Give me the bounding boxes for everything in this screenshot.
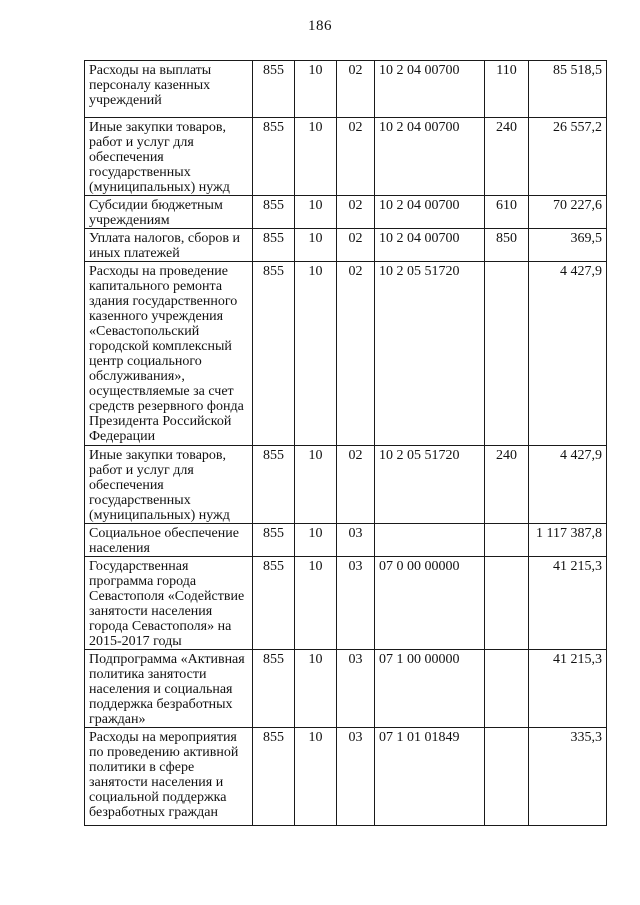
row-target-article-code: 07 0 00 00000 (375, 557, 485, 650)
row-subsection-code: 03 (337, 650, 375, 728)
row-department-code: 855 (253, 118, 295, 196)
budget-table-body (85, 61, 607, 826)
row-description: Социальное обеспечение населения (85, 524, 253, 557)
table-row (85, 446, 607, 524)
row-amount: 41 215,3 (529, 650, 607, 728)
table-row (85, 728, 607, 826)
row-target-article-code (375, 524, 485, 557)
row-description: Иные закупки товаров, работ и услуг для обеспечения государственных (муниципальных) нужд (85, 118, 253, 196)
row-amount: 70 227,6 (529, 196, 607, 229)
row-description: Расходы на проведение капитального ремонта здания государственного казенного учреждения «Севастопольский городской комплексный центр социального обслуживания», осуществляемые за счет средств резервного фонда Президента Российской Федерации (85, 262, 253, 446)
row-department-code: 855 (253, 446, 295, 524)
row-expense-type-code (485, 650, 529, 728)
row-amount: 335,3 (529, 728, 607, 826)
table-row (85, 196, 607, 229)
row-target-article-code: 10 2 05 51720 (375, 446, 485, 524)
row-section-code: 10 (295, 650, 337, 728)
row-amount: 4 427,9 (529, 262, 607, 446)
row-section-code: 10 (295, 118, 337, 196)
table-row (85, 61, 607, 118)
row-amount: 1 117 387,8 (529, 524, 607, 557)
row-amount: 85 518,5 (529, 61, 607, 118)
row-description: Уплата налогов, сборов и иных платежей (85, 229, 253, 262)
row-expense-type-code: 850 (485, 229, 529, 262)
row-expense-type-code (485, 524, 529, 557)
row-department-code: 855 (253, 557, 295, 650)
row-subsection-code: 03 (337, 728, 375, 826)
row-subsection-code: 02 (337, 118, 375, 196)
table-row (85, 118, 607, 196)
row-expense-type-code: 240 (485, 446, 529, 524)
row-department-code: 855 (253, 524, 295, 557)
row-subsection-code: 02 (337, 196, 375, 229)
budget-table (84, 60, 607, 826)
row-section-code: 10 (295, 61, 337, 118)
row-description: Иные закупки товаров, работ и услуг для обеспечения государственных (муниципальных) нужд (85, 446, 253, 524)
row-department-code: 855 (253, 650, 295, 728)
row-target-article-code: 07 1 01 01849 (375, 728, 485, 826)
row-description: Расходы на выплаты персоналу казенных учреждений (85, 61, 253, 118)
row-section-code: 10 (295, 524, 337, 557)
row-description: Расходы на мероприятия по проведению активной политики в сфере занятости населения и социальной поддержка безработных граждан (85, 728, 253, 826)
row-amount: 26 557,2 (529, 118, 607, 196)
row-subsection-code: 03 (337, 557, 375, 650)
row-subsection-code: 02 (337, 61, 375, 118)
row-target-article-code: 07 1 00 00000 (375, 650, 485, 728)
row-target-article-code: 10 2 04 00700 (375, 61, 485, 118)
table-row (85, 557, 607, 650)
page-number: 186 (308, 18, 332, 34)
row-description: Подпрограмма «Активная политика занятости населения и социальная поддержка безработных граждан» (85, 650, 253, 728)
row-expense-type-code: 110 (485, 61, 529, 118)
row-expense-type-code: 240 (485, 118, 529, 196)
row-target-article-code: 10 2 04 00700 (375, 118, 485, 196)
row-expense-type-code: 610 (485, 196, 529, 229)
row-section-code: 10 (295, 262, 337, 446)
row-expense-type-code (485, 557, 529, 650)
row-description: Субсидии бюджетным учреждениям (85, 196, 253, 229)
row-amount: 41 215,3 (529, 557, 607, 650)
row-section-code: 10 (295, 728, 337, 826)
row-subsection-code: 02 (337, 229, 375, 262)
row-department-code: 855 (253, 61, 295, 118)
row-subsection-code: 02 (337, 262, 375, 446)
row-description: Государственная программа города Севастополя «Содействие занятости населения города Севастополя» на 2015-2017 годы (85, 557, 253, 650)
row-target-article-code: 10 2 05 51720 (375, 262, 485, 446)
row-target-article-code: 10 2 04 00700 (375, 229, 485, 262)
row-amount: 4 427,9 (529, 446, 607, 524)
row-subsection-code: 02 (337, 446, 375, 524)
row-target-article-code: 10 2 04 00700 (375, 196, 485, 229)
row-department-code: 855 (253, 728, 295, 826)
table-row (85, 262, 607, 446)
row-subsection-code: 03 (337, 524, 375, 557)
row-section-code: 10 (295, 446, 337, 524)
table-row (85, 229, 607, 262)
row-section-code: 10 (295, 229, 337, 262)
table-row (85, 650, 607, 728)
table-row (85, 524, 607, 557)
row-section-code: 10 (295, 557, 337, 650)
row-department-code: 855 (253, 229, 295, 262)
row-amount: 369,5 (529, 229, 607, 262)
row-expense-type-code (485, 262, 529, 446)
row-section-code: 10 (295, 196, 337, 229)
row-department-code: 855 (253, 196, 295, 229)
row-department-code: 855 (253, 262, 295, 446)
row-expense-type-code (485, 728, 529, 826)
